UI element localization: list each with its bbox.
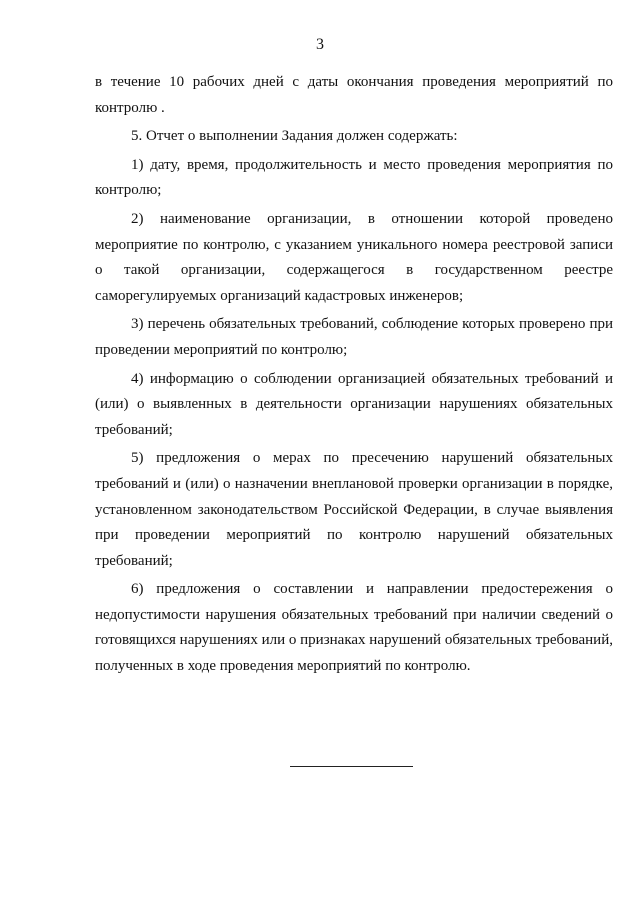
paragraph-item-5-5: 5) предложения о мерах по пресечению нарушений обязательных требований и (или) о назначении внеплановой проверки организации в порядке, установленном законодательством Российской Федерации, в случае выявления при проведении мероприятий по контролю нарушений обязательных требований; — [95, 450, 613, 569]
closing-rule — [290, 766, 413, 767]
paragraph-item-5-6: 6) предложения о составлении и направлении предостережения о недопустимости нарушения обязательных требований при наличии сведений о готовящихся нарушениях или о признаках нарушений обязательных требований, полученных в ходе проведения мероприятий по контролю. — [95, 581, 613, 675]
document-body — [95, 70, 613, 683]
paragraph-item-5: 5. Отчет о выполнении Задания должен содержать: — [131, 128, 458, 145]
paragraph-item-5-1: 1) дату, время, продолжительность и место проведения мероприятия по контролю; — [95, 156, 613, 199]
paragraph-item-5-3: 3) перечень обязательных требований, соблюдение которых проверено при проведении мероприятий по контролю; — [95, 316, 613, 358]
paragraph-continuation: в течение 10 рабочих дней с даты окончания проведения мероприятий по контролю . — [95, 74, 613, 116]
page-number: 3 — [316, 36, 324, 53]
paragraph-item-5-2: 2) наименование организации, в отношении которой проведено мероприятие по контролю, с указанием уникального номера реестровой записи о такой организации, содержащегося в государственном реестре саморегулируемых организаций кадастровых инженеров; — [95, 210, 613, 304]
paragraph-item-5-4: 4) информацию о соблюдении организацией обязательных требований и (или) о выявленных в деятельности организации нарушениях обязательных требований; — [95, 370, 613, 438]
